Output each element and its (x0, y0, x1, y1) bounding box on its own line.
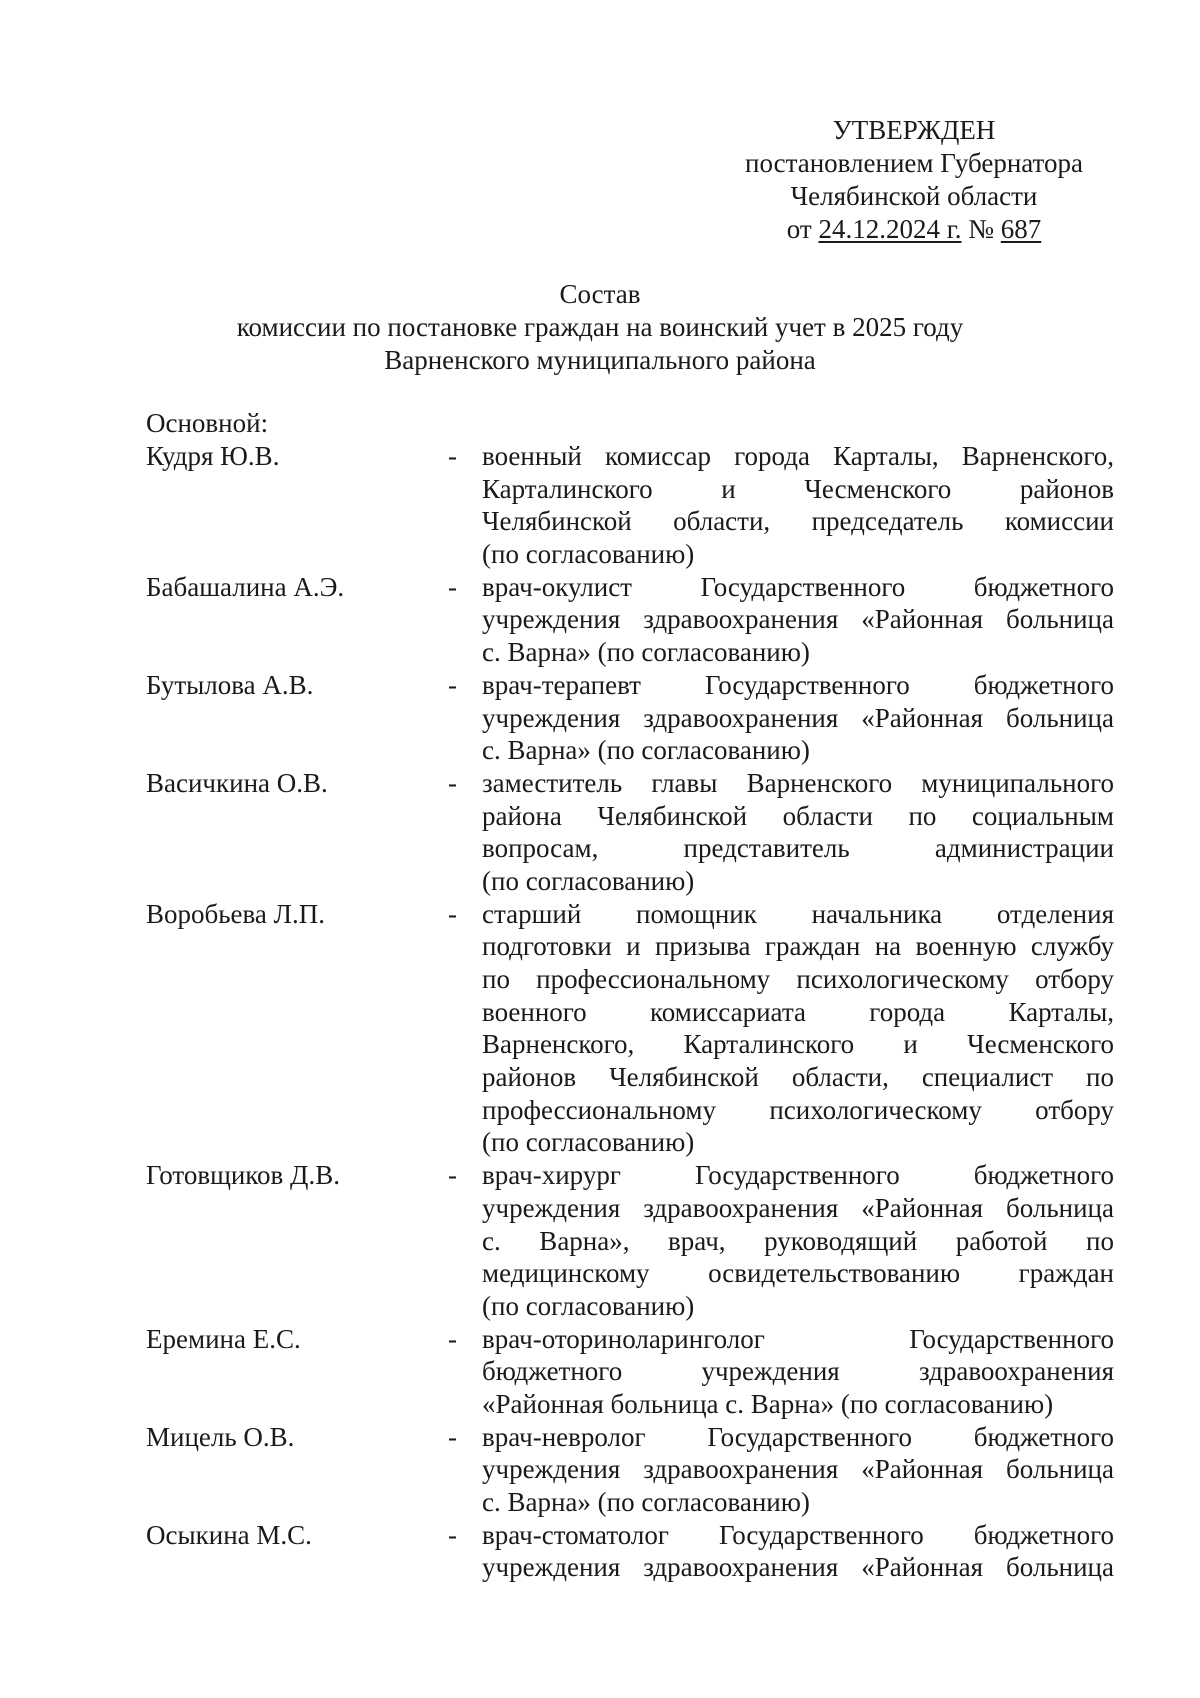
member-name: Еремина Е.С. (146, 1323, 301, 1354)
member-name: Кудря Ю.В. (146, 441, 280, 471)
approval-date: 24.12.2024 г. (818, 214, 962, 244)
member-position-line: учреждения здравоохранения «Районная больница (482, 604, 1114, 635)
member-position-line: заместитель главы Варненского муниципального (482, 767, 1114, 798)
heading-line-1: Состав (559, 279, 641, 309)
member-position (482, 899, 1114, 1161)
member-position-line: врач-невролог Государственного бюджетного (482, 1421, 1114, 1452)
member-position-line: с. Варна» (по согласованию) (482, 1487, 810, 1517)
member-position-line: врач-оториноларинголог Государственного (482, 1323, 1114, 1354)
member-name: Бабашалина А.Э. (146, 571, 345, 602)
member-position-line: старший помощник начальника отделения (482, 898, 1114, 929)
member-position-line: Варненского, Карталинского и Чесменского (482, 1029, 1114, 1060)
member-dash: - (448, 767, 457, 798)
member-position-line: Карталинского и Чесменского районов (482, 473, 1114, 504)
member-position-line: Челябинской области, председатель комиссии (482, 506, 1114, 537)
document-heading (150, 278, 1050, 377)
member-position-line: с. Варна» (по согласованию) (482, 735, 810, 766)
approval-line-1: постановлением Губернатора (745, 148, 1083, 178)
approval-line-2: Челябинской области (790, 181, 1038, 211)
member-position (482, 1520, 1114, 1585)
member-name: Осыкина М.С. (146, 1519, 312, 1550)
member-position-line: профессиональному психологическому отбору (482, 1094, 1114, 1125)
member-position-line: по профессиональному психологическому отбору (482, 964, 1114, 994)
member-row (146, 572, 1114, 670)
member-position (482, 670, 1114, 768)
member-position (482, 1324, 1114, 1422)
number-prefix: № (968, 214, 994, 244)
member-dash: - (448, 571, 457, 602)
member-position (482, 441, 1114, 572)
member-position-line: с. Варна», врач, руководящий работой по (482, 1225, 1114, 1256)
approval-block (714, 114, 1114, 246)
member-position-line: военного комиссариата города Карталы, (482, 996, 1114, 1027)
member-position-line: военный комиссар города Карталы, Варненского, (482, 441, 1114, 471)
member-dash: - (448, 669, 457, 700)
member-position-line: учреждения здравоохранения «Районная больница (482, 1192, 1114, 1223)
member-position-line: (по согласованию) (482, 1127, 695, 1158)
member-position (482, 768, 1114, 899)
member-dash: - (448, 898, 457, 929)
member-position-line: вопросам, представитель администрации (482, 833, 1114, 864)
member-position (482, 572, 1114, 670)
member-name: Васичкина О.В. (146, 767, 328, 798)
section-label: Основной: (146, 408, 269, 438)
member-dash: - (448, 1160, 457, 1191)
member-dash: - (448, 441, 457, 471)
member-position-line: района Челябинской области по социальным (482, 800, 1114, 831)
member-name: Бутылова А.В. (146, 669, 314, 700)
approval-title: УТВЕРЖДЕН (832, 115, 996, 145)
member-position-line: врач-окулист Государственного бюджетного (482, 571, 1114, 602)
member-position-line: (по согласованию) (482, 1290, 695, 1321)
member-position (482, 1160, 1114, 1323)
member-row (146, 768, 1114, 899)
member-position-line: врач-стоматолог Государственного бюджетного (482, 1519, 1114, 1550)
member-dash: - (448, 1519, 457, 1550)
member-position-line: подготовки и призыва граждан на военную службу (482, 931, 1114, 962)
member-dash: - (448, 1421, 457, 1452)
heading-line-3: Варненского муниципального района (384, 345, 816, 375)
heading-line-2: комиссии по постановке граждан на воинский учет в 2025 году (236, 312, 964, 342)
approval-date-line (714, 213, 1114, 246)
member-name: Мицель О.В. (146, 1421, 295, 1452)
member-position-line: врач-терапевт Государственного бюджетного (482, 669, 1114, 700)
member-position-line: врач-хирург Государственного бюджетного (482, 1160, 1114, 1191)
member-position-line: учреждения здравоохранения «Районная больница (482, 1454, 1114, 1485)
member-position-line: бюджетного учреждения здравоохранения (482, 1356, 1114, 1387)
member-row (146, 670, 1114, 768)
member-row (146, 1324, 1114, 1422)
member-position-line: районов Челябинской области, специалист по (482, 1062, 1114, 1093)
member-position-line: учреждения здравоохранения «Районная больница (482, 702, 1114, 733)
member-position-line: «Районная больница с. Варна» (по согласованию) (482, 1388, 1054, 1419)
member-position-line: (по согласованию) (482, 865, 695, 896)
member-position-line: учреждения здравоохранения «Районная больница (482, 1552, 1114, 1583)
members-list (146, 441, 1114, 1585)
member-position-line: (по согласованию) (482, 539, 695, 570)
member-name: Воробьева Л.П. (146, 898, 325, 929)
approval-number: 687 (1000, 214, 1042, 244)
member-row (146, 899, 1114, 1161)
date-prefix: от (786, 214, 812, 244)
member-position-line: с. Варна» (по согласованию) (482, 637, 810, 668)
member-position-line: медицинскому освидетельствованию граждан (482, 1258, 1114, 1289)
member-position (482, 1422, 1114, 1520)
member-row (146, 1520, 1114, 1585)
member-dash: - (448, 1323, 457, 1354)
member-row (146, 1422, 1114, 1520)
member-row (146, 441, 1114, 572)
member-name: Готовщиков Д.В. (146, 1160, 340, 1191)
member-row (146, 1160, 1114, 1323)
